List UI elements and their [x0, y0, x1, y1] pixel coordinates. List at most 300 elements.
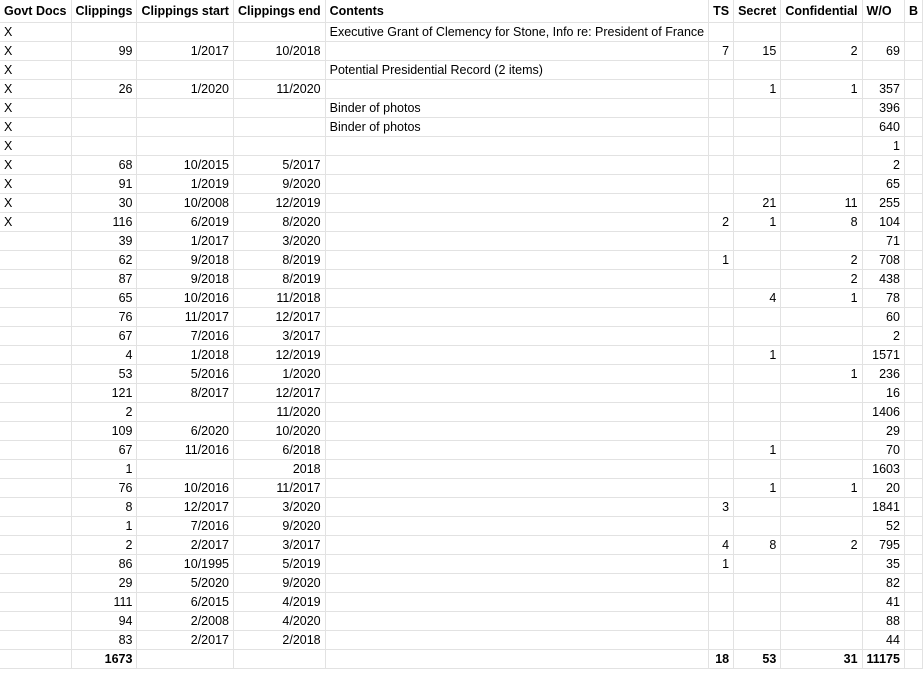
cell-w-o[interactable]: 104: [862, 213, 904, 232]
cell-contents[interactable]: [325, 175, 708, 194]
cell-clippings-start[interactable]: 11/2017: [137, 308, 234, 327]
total-cell-clippings-start[interactable]: [137, 650, 234, 669]
cell-govt-docs[interactable]: [0, 384, 71, 403]
cell-clippings[interactable]: 76: [71, 479, 137, 498]
cell-clippings-end[interactable]: [233, 23, 325, 42]
cell-contents[interactable]: [325, 498, 708, 517]
cell-secret[interactable]: [734, 384, 781, 403]
cell-w-o[interactable]: 71: [862, 232, 904, 251]
cell-clippings-end[interactable]: 5/2017: [233, 156, 325, 175]
cell-clippings-start[interactable]: 2/2017: [137, 631, 234, 650]
column-header-clippings-start[interactable]: Clippings start: [137, 0, 234, 23]
cell-clippings[interactable]: 67: [71, 327, 137, 346]
cell-confidential[interactable]: [781, 346, 862, 365]
cell-clippings-end[interactable]: 5/2019: [233, 555, 325, 574]
cell-govt-docs[interactable]: X: [0, 156, 71, 175]
cell-govt-docs[interactable]: [0, 327, 71, 346]
cell-w-o[interactable]: 1603: [862, 460, 904, 479]
cell-secret[interactable]: [734, 593, 781, 612]
cell-w-o[interactable]: 88: [862, 612, 904, 631]
cell-clippings-start[interactable]: 1/2017: [137, 232, 234, 251]
cell-clippings[interactable]: 121: [71, 384, 137, 403]
cell-ts[interactable]: [709, 631, 734, 650]
cell-clippings-end[interactable]: 12/2019: [233, 194, 325, 213]
cell-govt-docs[interactable]: [0, 460, 71, 479]
cell-govt-docs[interactable]: [0, 308, 71, 327]
cell-clippings-end[interactable]: 3/2020: [233, 498, 325, 517]
cell-clippings[interactable]: 99: [71, 42, 137, 61]
cell-b[interactable]: [904, 99, 922, 118]
cell-w-o[interactable]: 236: [862, 365, 904, 384]
cell-clippings[interactable]: 39: [71, 232, 137, 251]
cell-confidential[interactable]: [781, 631, 862, 650]
total-cell-b[interactable]: [904, 650, 922, 669]
cell-secret[interactable]: [734, 498, 781, 517]
cell-w-o[interactable]: 438: [862, 270, 904, 289]
cell-w-o[interactable]: 70: [862, 441, 904, 460]
cell-clippings-start[interactable]: 9/2018: [137, 270, 234, 289]
cell-ts[interactable]: [709, 23, 734, 42]
cell-clippings[interactable]: 67: [71, 441, 137, 460]
cell-contents[interactable]: [325, 574, 708, 593]
cell-clippings-start[interactable]: 1/2019: [137, 175, 234, 194]
cell-b[interactable]: [904, 422, 922, 441]
cell-clippings-end[interactable]: [233, 99, 325, 118]
cell-confidential[interactable]: [781, 308, 862, 327]
cell-clippings[interactable]: 116: [71, 213, 137, 232]
cell-clippings[interactable]: 26: [71, 80, 137, 99]
cell-confidential[interactable]: [781, 384, 862, 403]
cell-confidential[interactable]: [781, 232, 862, 251]
cell-b[interactable]: [904, 498, 922, 517]
cell-contents[interactable]: [325, 289, 708, 308]
cell-contents[interactable]: [325, 156, 708, 175]
cell-govt-docs[interactable]: X: [0, 42, 71, 61]
total-cell-clippings-end[interactable]: [233, 650, 325, 669]
total-cell-secret[interactable]: 53: [734, 650, 781, 669]
cell-b[interactable]: [904, 441, 922, 460]
cell-contents[interactable]: [325, 42, 708, 61]
cell-clippings-start[interactable]: 11/2016: [137, 441, 234, 460]
cell-clippings[interactable]: 65: [71, 289, 137, 308]
cell-confidential[interactable]: 1: [781, 80, 862, 99]
cell-clippings[interactable]: 2: [71, 536, 137, 555]
cell-clippings-start[interactable]: [137, 99, 234, 118]
cell-clippings[interactable]: [71, 99, 137, 118]
cell-clippings-start[interactable]: [137, 460, 234, 479]
cell-contents[interactable]: [325, 517, 708, 536]
cell-contents[interactable]: [325, 384, 708, 403]
cell-b[interactable]: [904, 403, 922, 422]
cell-confidential[interactable]: [781, 498, 862, 517]
cell-confidential[interactable]: 1: [781, 365, 862, 384]
cell-secret[interactable]: [734, 118, 781, 137]
cell-clippings-end[interactable]: 8/2019: [233, 251, 325, 270]
cell-b[interactable]: [904, 61, 922, 80]
cell-ts[interactable]: [709, 289, 734, 308]
cell-contents[interactable]: [325, 270, 708, 289]
cell-w-o[interactable]: 65: [862, 175, 904, 194]
cell-clippings-end[interactable]: [233, 137, 325, 156]
cell-govt-docs[interactable]: X: [0, 99, 71, 118]
cell-contents[interactable]: [325, 403, 708, 422]
cell-ts[interactable]: [709, 118, 734, 137]
cell-b[interactable]: [904, 384, 922, 403]
cell-ts[interactable]: [709, 460, 734, 479]
cell-contents[interactable]: Binder of photos: [325, 118, 708, 137]
cell-b[interactable]: [904, 270, 922, 289]
cell-ts[interactable]: [709, 365, 734, 384]
cell-ts[interactable]: [709, 403, 734, 422]
cell-clippings-start[interactable]: 8/2017: [137, 384, 234, 403]
cell-govt-docs[interactable]: X: [0, 213, 71, 232]
cell-ts[interactable]: [709, 137, 734, 156]
cell-confidential[interactable]: [781, 175, 862, 194]
cell-b[interactable]: [904, 593, 922, 612]
cell-secret[interactable]: 4: [734, 289, 781, 308]
cell-clippings[interactable]: 8: [71, 498, 137, 517]
cell-govt-docs[interactable]: [0, 365, 71, 384]
cell-govt-docs[interactable]: [0, 631, 71, 650]
cell-clippings[interactable]: 62: [71, 251, 137, 270]
cell-secret[interactable]: [734, 23, 781, 42]
cell-contents[interactable]: [325, 346, 708, 365]
cell-clippings[interactable]: [71, 118, 137, 137]
cell-w-o[interactable]: 396: [862, 99, 904, 118]
cell-b[interactable]: [904, 308, 922, 327]
cell-govt-docs[interactable]: X: [0, 61, 71, 80]
cell-contents[interactable]: [325, 365, 708, 384]
cell-clippings[interactable]: 86: [71, 555, 137, 574]
cell-contents[interactable]: [325, 251, 708, 270]
cell-b[interactable]: [904, 517, 922, 536]
cell-ts[interactable]: [709, 308, 734, 327]
cell-clippings-start[interactable]: 10/1995: [137, 555, 234, 574]
cell-b[interactable]: [904, 574, 922, 593]
cell-secret[interactable]: [734, 61, 781, 80]
cell-clippings[interactable]: 111: [71, 593, 137, 612]
cell-govt-docs[interactable]: X: [0, 175, 71, 194]
cell-contents[interactable]: [325, 536, 708, 555]
cell-clippings[interactable]: 1: [71, 460, 137, 479]
cell-b[interactable]: [904, 365, 922, 384]
cell-clippings[interactable]: 76: [71, 308, 137, 327]
cell-govt-docs[interactable]: [0, 555, 71, 574]
cell-clippings[interactable]: 83: [71, 631, 137, 650]
cell-ts[interactable]: [709, 80, 734, 99]
cell-clippings[interactable]: 109: [71, 422, 137, 441]
cell-secret[interactable]: [734, 631, 781, 650]
cell-confidential[interactable]: 2: [781, 270, 862, 289]
cell-ts[interactable]: [709, 99, 734, 118]
total-cell-confidential[interactable]: 31: [781, 650, 862, 669]
cell-w-o[interactable]: 255: [862, 194, 904, 213]
cell-secret[interactable]: 21: [734, 194, 781, 213]
cell-secret[interactable]: [734, 327, 781, 346]
cell-secret[interactable]: [734, 99, 781, 118]
cell-clippings-end[interactable]: 4/2019: [233, 593, 325, 612]
cell-clippings-end[interactable]: 6/2018: [233, 441, 325, 460]
cell-secret[interactable]: 1: [734, 479, 781, 498]
cell-clippings-start[interactable]: 10/2016: [137, 289, 234, 308]
cell-b[interactable]: [904, 137, 922, 156]
cell-clippings-end[interactable]: 9/2020: [233, 574, 325, 593]
cell-secret[interactable]: [734, 555, 781, 574]
cell-clippings-start[interactable]: 12/2017: [137, 498, 234, 517]
cell-contents[interactable]: [325, 194, 708, 213]
cell-clippings-end[interactable]: 8/2020: [233, 213, 325, 232]
cell-govt-docs[interactable]: [0, 593, 71, 612]
cell-w-o[interactable]: [862, 61, 904, 80]
cell-clippings[interactable]: 91: [71, 175, 137, 194]
cell-w-o[interactable]: 60: [862, 308, 904, 327]
cell-contents[interactable]: [325, 137, 708, 156]
cell-b[interactable]: [904, 213, 922, 232]
cell-ts[interactable]: [709, 156, 734, 175]
cell-clippings[interactable]: 4: [71, 346, 137, 365]
cell-ts[interactable]: [709, 175, 734, 194]
cell-ts[interactable]: [709, 479, 734, 498]
total-cell-clippings[interactable]: 1673: [71, 650, 137, 669]
cell-clippings-end[interactable]: 3/2017: [233, 327, 325, 346]
cell-clippings-start[interactable]: 5/2020: [137, 574, 234, 593]
cell-contents[interactable]: [325, 555, 708, 574]
cell-b[interactable]: [904, 289, 922, 308]
cell-secret[interactable]: [734, 517, 781, 536]
cell-secret[interactable]: [734, 137, 781, 156]
cell-clippings-end[interactable]: 11/2020: [233, 403, 325, 422]
cell-govt-docs[interactable]: [0, 498, 71, 517]
cell-w-o[interactable]: 82: [862, 574, 904, 593]
cell-b[interactable]: [904, 194, 922, 213]
cell-clippings-end[interactable]: 10/2020: [233, 422, 325, 441]
cell-b[interactable]: [904, 80, 922, 99]
cell-clippings-start[interactable]: 7/2016: [137, 327, 234, 346]
cell-confidential[interactable]: [781, 593, 862, 612]
cell-govt-docs[interactable]: [0, 346, 71, 365]
cell-clippings-end[interactable]: 10/2018: [233, 42, 325, 61]
cell-secret[interactable]: [734, 308, 781, 327]
cell-confidential[interactable]: [781, 612, 862, 631]
cell-govt-docs[interactable]: [0, 441, 71, 460]
column-header-w-o[interactable]: W/O: [862, 0, 904, 23]
cell-clippings[interactable]: 94: [71, 612, 137, 631]
cell-b[interactable]: [904, 479, 922, 498]
column-header-secret[interactable]: Secret: [734, 0, 781, 23]
cell-secret[interactable]: [734, 270, 781, 289]
cell-b[interactable]: [904, 42, 922, 61]
cell-w-o[interactable]: 1841: [862, 498, 904, 517]
cell-w-o[interactable]: 357: [862, 80, 904, 99]
cell-govt-docs[interactable]: X: [0, 23, 71, 42]
cell-govt-docs[interactable]: X: [0, 118, 71, 137]
cell-w-o[interactable]: 1571: [862, 346, 904, 365]
cell-confidential[interactable]: 8: [781, 213, 862, 232]
cell-confidential[interactable]: 1: [781, 479, 862, 498]
cell-contents[interactable]: [325, 593, 708, 612]
cell-clippings[interactable]: [71, 137, 137, 156]
cell-clippings-end[interactable]: 9/2020: [233, 175, 325, 194]
cell-confidential[interactable]: [781, 61, 862, 80]
cell-clippings-start[interactable]: [137, 23, 234, 42]
cell-ts[interactable]: [709, 593, 734, 612]
cell-w-o[interactable]: 20: [862, 479, 904, 498]
cell-b[interactable]: [904, 346, 922, 365]
cell-secret[interactable]: [734, 574, 781, 593]
cell-contents[interactable]: [325, 612, 708, 631]
column-header-confidential[interactable]: Confidential: [781, 0, 862, 23]
cell-ts[interactable]: [709, 612, 734, 631]
cell-govt-docs[interactable]: [0, 251, 71, 270]
cell-clippings-end[interactable]: 3/2020: [233, 232, 325, 251]
cell-govt-docs[interactable]: [0, 536, 71, 555]
cell-ts[interactable]: [709, 232, 734, 251]
cell-govt-docs[interactable]: [0, 574, 71, 593]
cell-clippings-end[interactable]: [233, 61, 325, 80]
cell-contents[interactable]: [325, 631, 708, 650]
cell-clippings[interactable]: 53: [71, 365, 137, 384]
cell-contents[interactable]: [325, 232, 708, 251]
cell-contents[interactable]: [325, 327, 708, 346]
cell-ts[interactable]: [709, 327, 734, 346]
cell-secret[interactable]: 15: [734, 42, 781, 61]
cell-clippings[interactable]: [71, 23, 137, 42]
cell-clippings-start[interactable]: [137, 403, 234, 422]
cell-govt-docs[interactable]: [0, 232, 71, 251]
cell-ts[interactable]: [709, 422, 734, 441]
cell-w-o[interactable]: 52: [862, 517, 904, 536]
cell-w-o[interactable]: 795: [862, 536, 904, 555]
cell-clippings-start[interactable]: 1/2020: [137, 80, 234, 99]
cell-clippings-end[interactable]: 3/2017: [233, 536, 325, 555]
cell-clippings-start[interactable]: 2/2017: [137, 536, 234, 555]
cell-govt-docs[interactable]: [0, 479, 71, 498]
cell-w-o[interactable]: 2: [862, 327, 904, 346]
cell-confidential[interactable]: [781, 403, 862, 422]
cell-secret[interactable]: [734, 422, 781, 441]
cell-clippings[interactable]: 2: [71, 403, 137, 422]
cell-confidential[interactable]: [781, 327, 862, 346]
cell-clippings[interactable]: 1: [71, 517, 137, 536]
cell-clippings-end[interactable]: 8/2019: [233, 270, 325, 289]
cell-ts[interactable]: [709, 441, 734, 460]
cell-secret[interactable]: [734, 612, 781, 631]
cell-clippings-start[interactable]: 10/2008: [137, 194, 234, 213]
total-cell-govt-docs[interactable]: [0, 650, 71, 669]
cell-ts[interactable]: [709, 270, 734, 289]
cell-ts[interactable]: [709, 517, 734, 536]
cell-contents[interactable]: [325, 441, 708, 460]
column-header-govt-docs[interactable]: Govt Docs: [0, 0, 71, 23]
cell-confidential[interactable]: [781, 555, 862, 574]
cell-govt-docs[interactable]: X: [0, 137, 71, 156]
cell-clippings-end[interactable]: 2/2018: [233, 631, 325, 650]
cell-b[interactable]: [904, 232, 922, 251]
cell-secret[interactable]: [734, 365, 781, 384]
cell-contents[interactable]: Binder of photos: [325, 99, 708, 118]
cell-clippings-start[interactable]: 6/2015: [137, 593, 234, 612]
cell-secret[interactable]: 1: [734, 80, 781, 99]
cell-govt-docs[interactable]: [0, 612, 71, 631]
cell-clippings-start[interactable]: 7/2016: [137, 517, 234, 536]
cell-b[interactable]: [904, 156, 922, 175]
cell-secret[interactable]: 1: [734, 213, 781, 232]
cell-b[interactable]: [904, 118, 922, 137]
cell-secret[interactable]: 1: [734, 346, 781, 365]
cell-ts[interactable]: 2: [709, 213, 734, 232]
cell-clippings-start[interactable]: 10/2015: [137, 156, 234, 175]
cell-b[interactable]: [904, 23, 922, 42]
cell-confidential[interactable]: 2: [781, 42, 862, 61]
cell-secret[interactable]: [734, 251, 781, 270]
cell-b[interactable]: [904, 631, 922, 650]
cell-w-o[interactable]: 44: [862, 631, 904, 650]
cell-b[interactable]: [904, 536, 922, 555]
cell-govt-docs[interactable]: [0, 270, 71, 289]
cell-secret[interactable]: 1: [734, 441, 781, 460]
cell-clippings-end[interactable]: 12/2017: [233, 308, 325, 327]
cell-clippings[interactable]: 68: [71, 156, 137, 175]
cell-w-o[interactable]: 69: [862, 42, 904, 61]
total-cell-w-o[interactable]: 11175: [862, 650, 904, 669]
column-header-contents[interactable]: Contents: [325, 0, 708, 23]
cell-clippings[interactable]: 87: [71, 270, 137, 289]
cell-clippings-end[interactable]: 12/2019: [233, 346, 325, 365]
cell-w-o[interactable]: 1: [862, 137, 904, 156]
cell-ts[interactable]: 7: [709, 42, 734, 61]
column-header-ts[interactable]: TS: [709, 0, 734, 23]
cell-b[interactable]: [904, 175, 922, 194]
cell-confidential[interactable]: [781, 441, 862, 460]
cell-clippings-end[interactable]: 11/2018: [233, 289, 325, 308]
cell-w-o[interactable]: 708: [862, 251, 904, 270]
cell-b[interactable]: [904, 251, 922, 270]
cell-secret[interactable]: [734, 460, 781, 479]
cell-clippings-start[interactable]: 10/2016: [137, 479, 234, 498]
cell-secret[interactable]: [734, 403, 781, 422]
cell-clippings-start[interactable]: [137, 61, 234, 80]
cell-clippings-end[interactable]: 11/2017: [233, 479, 325, 498]
cell-ts[interactable]: 1: [709, 251, 734, 270]
cell-confidential[interactable]: [781, 422, 862, 441]
cell-contents[interactable]: [325, 422, 708, 441]
cell-ts[interactable]: [709, 574, 734, 593]
cell-ts[interactable]: 1: [709, 555, 734, 574]
cell-w-o[interactable]: [862, 23, 904, 42]
cell-clippings-end[interactable]: 9/2020: [233, 517, 325, 536]
cell-clippings-end[interactable]: 2018: [233, 460, 325, 479]
cell-w-o[interactable]: 1406: [862, 403, 904, 422]
cell-confidential[interactable]: 1: [781, 289, 862, 308]
cell-clippings-start[interactable]: 6/2020: [137, 422, 234, 441]
column-header-clippings-end[interactable]: Clippings end: [233, 0, 325, 23]
cell-contents[interactable]: [325, 213, 708, 232]
cell-confidential[interactable]: [781, 99, 862, 118]
cell-confidential[interactable]: [781, 517, 862, 536]
cell-clippings-start[interactable]: 1/2017: [137, 42, 234, 61]
cell-govt-docs[interactable]: [0, 403, 71, 422]
cell-clippings-end[interactable]: [233, 118, 325, 137]
cell-secret[interactable]: [734, 232, 781, 251]
cell-contents[interactable]: [325, 460, 708, 479]
cell-govt-docs[interactable]: [0, 422, 71, 441]
cell-w-o[interactable]: 35: [862, 555, 904, 574]
cell-w-o[interactable]: 16: [862, 384, 904, 403]
cell-confidential[interactable]: [781, 574, 862, 593]
cell-secret[interactable]: [734, 175, 781, 194]
cell-clippings-start[interactable]: 6/2019: [137, 213, 234, 232]
cell-confidential[interactable]: [781, 460, 862, 479]
